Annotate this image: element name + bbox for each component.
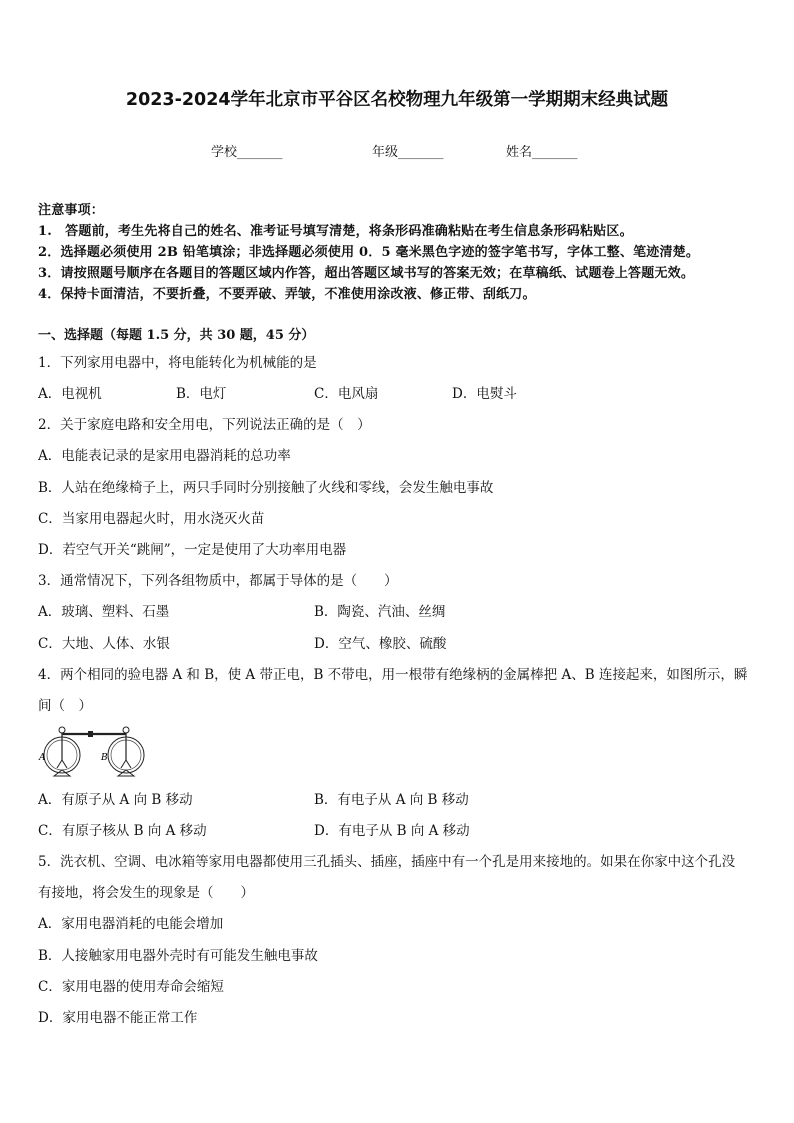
option-a: A．玻璃、塑料、石墨 <box>38 604 170 620</box>
option-d: D．有电子从 B 向 A 移动 <box>314 823 470 839</box>
question-stem: 2．关于家庭电路和安全用电，下列说法正确的是（ ） <box>38 417 371 433</box>
option-c: C．家用电器的使用寿命会缩短 <box>38 979 224 995</box>
notice-heading: 注意事项： <box>38 203 105 218</box>
notice-item: 3．请按照题号顺序在各题目的答题区域内作答，超出答题区域书写的答案无效；在草稿纸、试题卷上答题无效。 <box>38 266 695 281</box>
option-c: C．电风扇 <box>314 386 379 402</box>
option-b: B．有电子从 A 向 B 移动 <box>314 792 469 808</box>
question-stem: 4．两个相同的验电器 A 和 B，使 A 带正电，B 不带电，用一根带有绝缘柄的金属棒把 A、B 连接起来，如图所示，瞬 <box>38 667 748 683</box>
notice-item: 2．选择题必须使用 2B 铅笔填涂；非选择题必须使用 0．5 毫米黑色字迹的签字笔书写，字体工整、笔迹清楚。 <box>38 245 700 260</box>
option-b: B．人站在绝缘椅子上，两只手同时分别接触了火线和零线，会发生触电事故 <box>38 480 494 496</box>
option-c: C．大地、人体、水银 <box>38 636 170 652</box>
option-b: B．电灯 <box>176 386 227 402</box>
option-c: C．有原子核从 B 向 A 移动 <box>38 823 207 839</box>
option-d: D．电熨斗 <box>452 386 517 402</box>
label-b: B <box>101 753 108 763</box>
school-field: 学校_______ <box>211 145 283 160</box>
option-a: A．电视机 <box>38 386 102 402</box>
option-d: D．若空气开关“跳闸”，一定是使用了大功率用电器 <box>38 542 347 558</box>
option-b: B．人接触家用电器外壳时有可能发生触电事故 <box>38 948 318 964</box>
page-title: 2023-2024学年北京市平谷区名校物理九年级第一学期期末经典试题 <box>125 90 669 110</box>
option-c: C．当家用电器起火时，用水浇灭火苗 <box>38 511 265 527</box>
question-stem: 3．通常情况下，下列各组物质中，都属于导体的是（ ） <box>38 573 398 589</box>
option-a: A．电能表记录的是家用电器消耗的总功率 <box>38 448 291 464</box>
electroscope-figure <box>38 722 160 780</box>
option-a: A．家用电器消耗的电能会增加 <box>38 916 224 932</box>
insulating-handle <box>88 731 93 737</box>
notice-item: 1. 答题前，考生先将自己的姓名、准考证号填写清楚，将条形码准确粘贴在考生信息条形码粘贴区。 <box>38 224 633 239</box>
label-a: A <box>39 753 46 763</box>
section-heading: 一、选择题（每题 1.5 分，共 30 题，45 分） <box>38 328 315 343</box>
option-d: D．空气、橡胶、硫酸 <box>314 636 447 652</box>
name-field: 姓名_______ <box>506 145 578 160</box>
question-stem-continued: 有接地，将会发生的现象是（ ） <box>38 885 254 901</box>
student-info-fields <box>0 141 794 161</box>
option-a: A．有原子从 A 向 B 移动 <box>38 792 193 808</box>
notice-item: 4．保持卡面清洁，不要折叠，不要弄破、弄皱，不准使用涂改液、修正带、刮纸刀。 <box>38 287 536 302</box>
option-b: B．陶瓷、汽油、丝绸 <box>314 604 446 620</box>
question-stem-continued: 间（ ） <box>38 698 92 714</box>
option-d: D．家用电器不能正常工作 <box>38 1010 198 1026</box>
grade-field: 年级_______ <box>372 145 444 160</box>
question-stem: 1．下列家用电器中，将电能转化为机械能的是 <box>38 355 317 371</box>
question-stem: 5．洗衣机、空调、电冰箱等家用电器都使用三孔插头、插座，插座中有一个孔是用来接地的。如果在你家中这个孔没 <box>38 854 736 870</box>
